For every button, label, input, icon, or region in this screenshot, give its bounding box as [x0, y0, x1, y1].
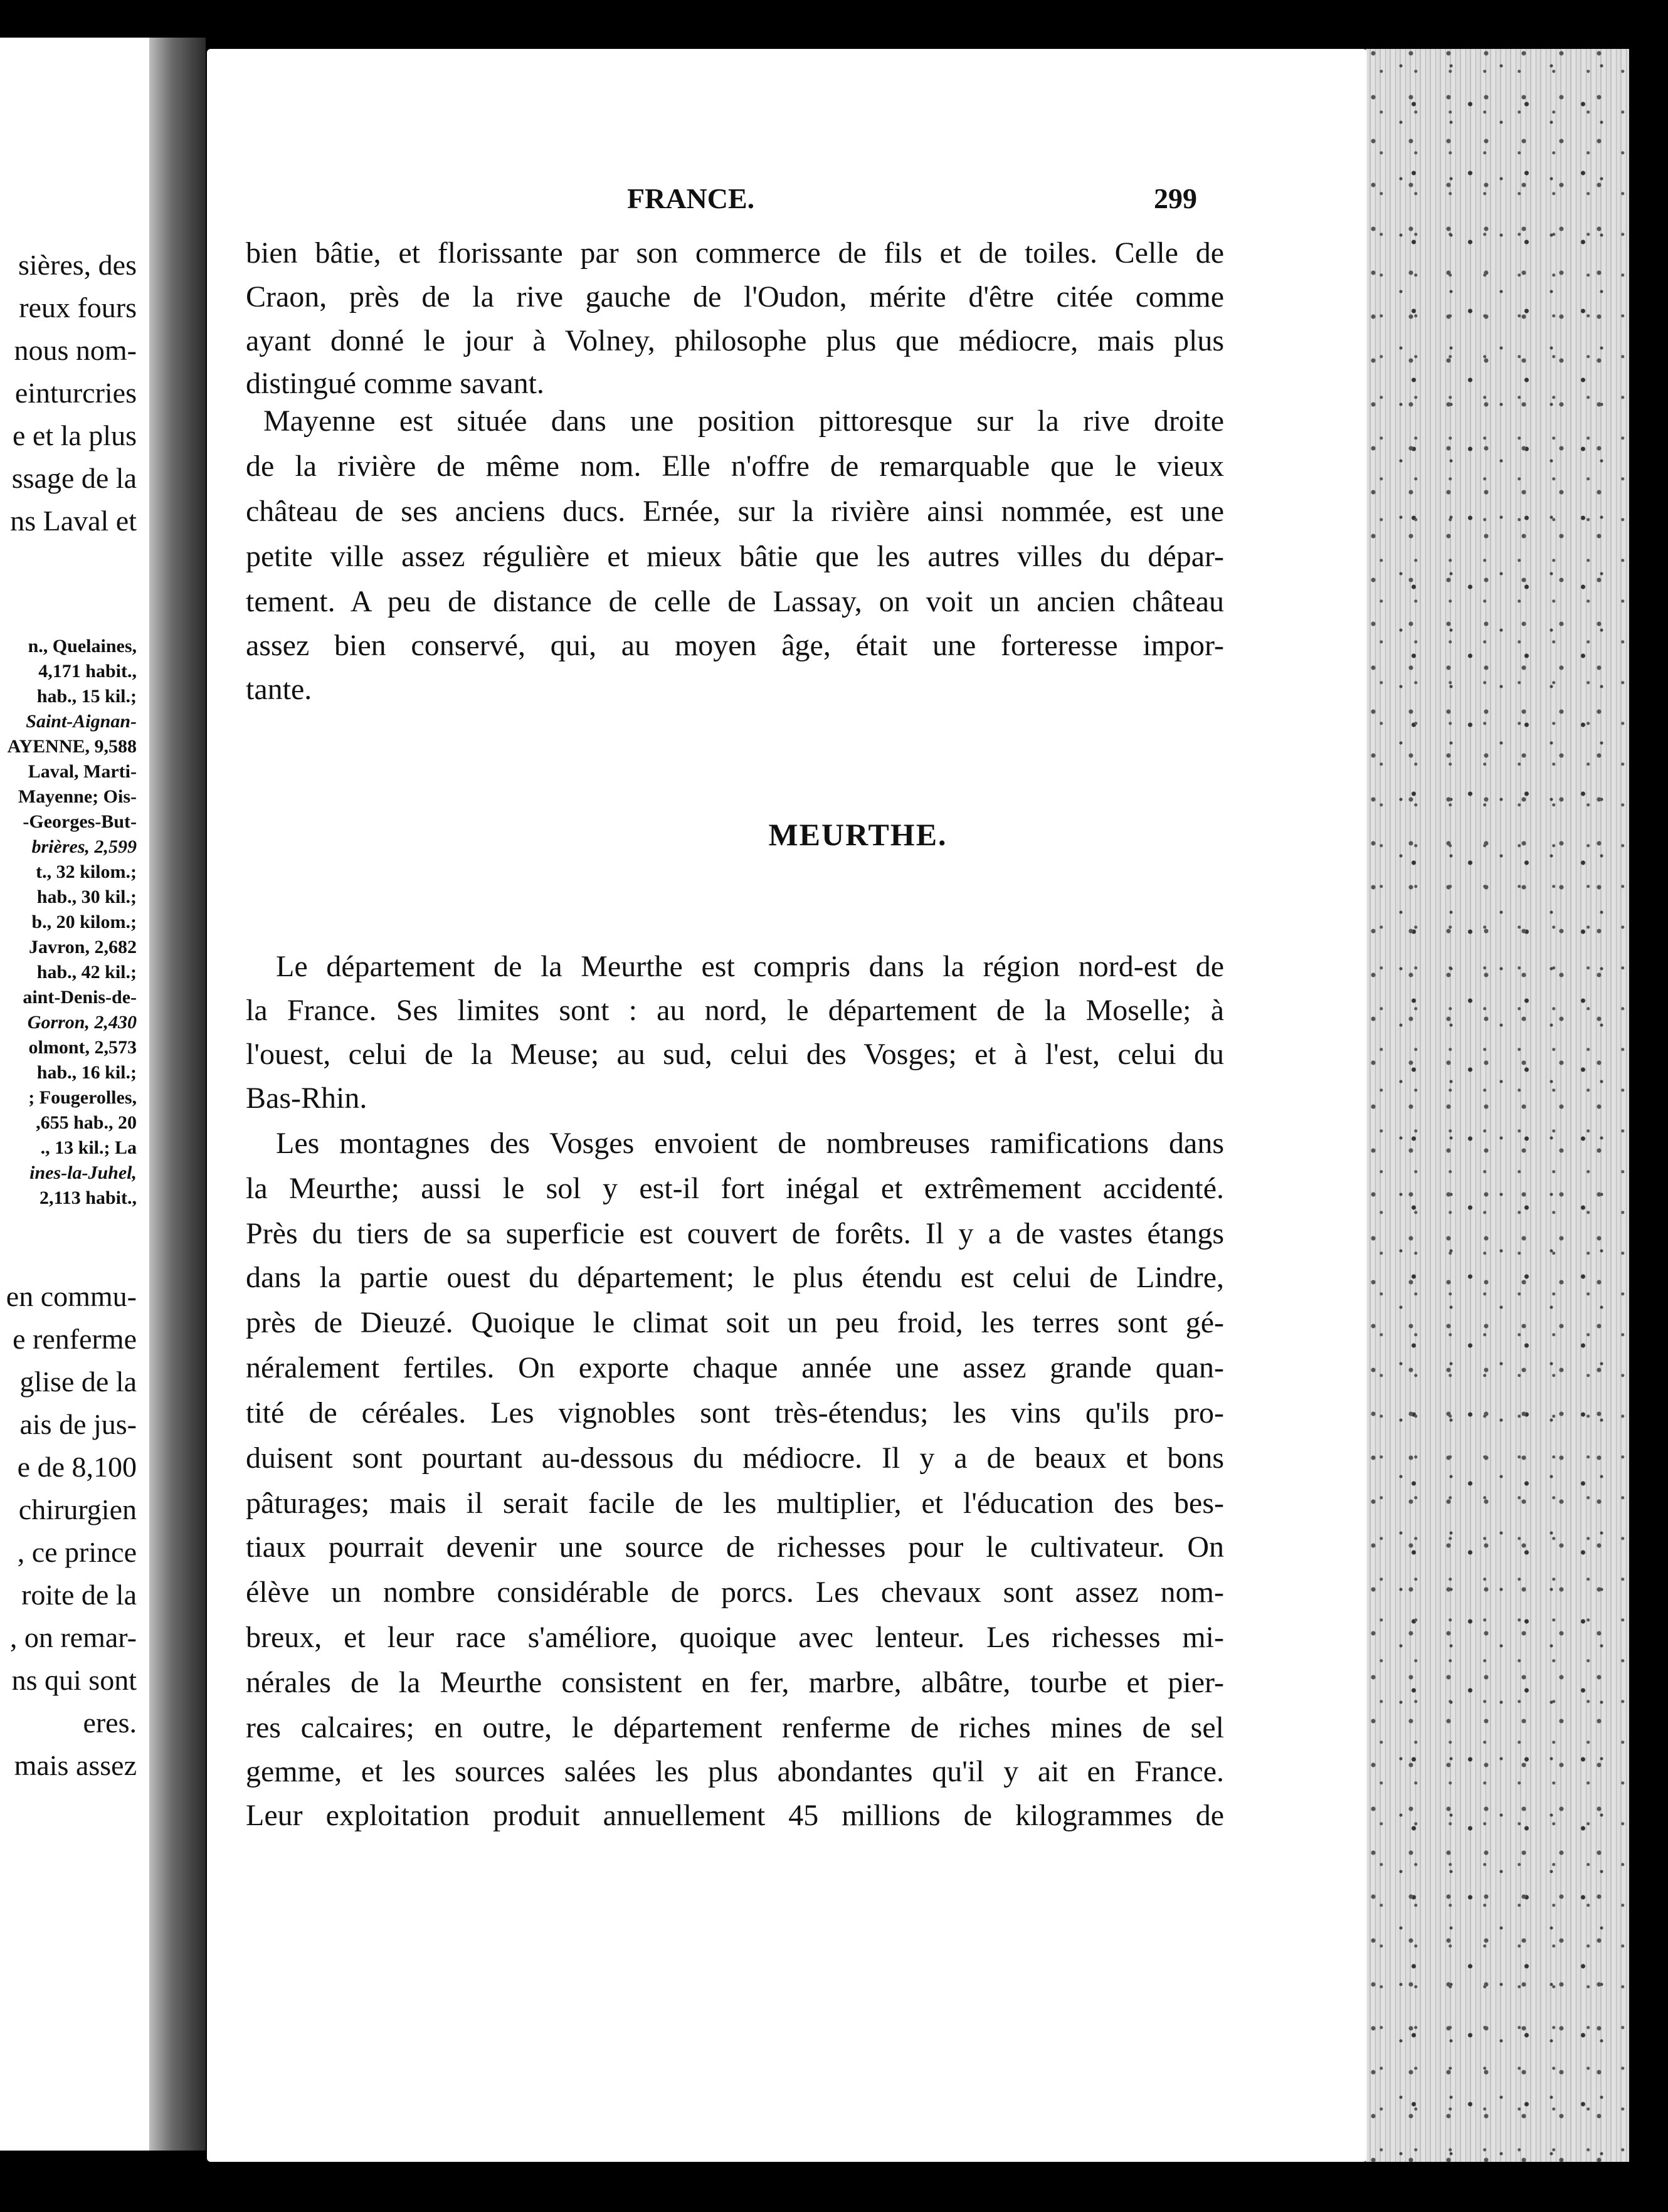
- text-line: pâturages; mais il serait facile de les multiplier, et l'éducation des bes-: [246, 1487, 1224, 1520]
- left-small-line: ., 13 kil.; La: [40, 1137, 137, 1158]
- left-line: chirurgien: [18, 1493, 137, 1525]
- left-small-line: Gorron, 2,430: [27, 1012, 137, 1033]
- text-line: néralement fertiles. On exporte chaque année une assez grande quan-: [246, 1351, 1224, 1384]
- page-number: 299: [1154, 182, 1197, 214]
- left-small-line: Laval, Marti-: [28, 761, 137, 782]
- left-line: sières, des: [18, 249, 137, 281]
- text-line: tité de céréales. Les vignobles sont très-étendus; les vins qu'ils pro-: [246, 1396, 1224, 1430]
- left-line: e renferme: [13, 1323, 137, 1355]
- text-line: assez bien conservé, qui, au moyen âge, était une forteresse impor-: [246, 629, 1224, 662]
- left-line: e de 8,100: [17, 1451, 137, 1483]
- left-small-line: Saint-Aignan-: [26, 711, 137, 732]
- text-line: tante.: [246, 673, 312, 706]
- text-line: distingué comme savant.: [246, 367, 544, 400]
- left-line: , ce prince: [17, 1536, 137, 1568]
- page-header: [0, 182, 1668, 219]
- text-line: château de ses anciens ducs. Ernée, sur la rivière ainsi nommée, est une: [246, 495, 1224, 528]
- book-gutter: [149, 38, 206, 2151]
- text-line: Les montagnes des Vosges envoient de nombreuses ramifications dans: [276, 1127, 1224, 1160]
- text-line: ayant donné le jour à Volney, philosophe plus que médiocre, mais plus: [246, 324, 1224, 357]
- left-small-line: olmont, 2,573: [28, 1037, 137, 1058]
- left-line: , on remar-: [9, 1621, 137, 1653]
- text-line: tement. A peu de distance de celle de Lassay, on voit un ancien château: [246, 585, 1224, 618]
- left-line: nous nom-: [14, 334, 137, 366]
- left-small-line: AYENNE, 9,588: [7, 736, 137, 757]
- text-line: res calcaires; en outre, le département renferme de riches mines de sel: [246, 1711, 1224, 1744]
- text-line: petite ville assez régulière et mieux bâtie que les autres villes du dépar-: [246, 540, 1224, 573]
- text-line: dans la partie ouest du département; le plus étendu est celui de Lindre,: [246, 1261, 1224, 1294]
- text-line: la Meurthe; aussi le sol y est-il fort inégal et extrêmement accidenté.: [246, 1172, 1224, 1205]
- running-title: FRANCE.: [627, 182, 755, 214]
- text-line: la France. Ses limites sont : au nord, le département de la Moselle; à: [246, 994, 1224, 1027]
- left-line: en commu-: [6, 1280, 137, 1312]
- left-line: e et la plus: [13, 419, 137, 451]
- left-small-line: hab., 15 kil.;: [36, 686, 137, 707]
- text-line: près de Dieuzé. Quoique le climat soit un peu froid, les terres sont gé-: [246, 1306, 1224, 1339]
- left-small-line: brières, 2,599: [31, 836, 137, 857]
- left-small-line: Javron, 2,682: [29, 937, 137, 957]
- left-line: ssage de la: [11, 462, 137, 494]
- left-small-line: ines-la-Juhel,: [29, 1162, 137, 1183]
- left-small-line: t., 32 kilom.;: [36, 861, 137, 882]
- text-line: duisent sont pourtant au-dessous du médiocre. Il y a de beaux et bons: [246, 1441, 1224, 1475]
- left-line: reux fours: [19, 292, 137, 324]
- left-small-line: hab., 16 kil.;: [36, 1062, 137, 1083]
- text-line: breux, et leur race s'améliore, quoique avec lenteur. Les richesses mi-: [246, 1621, 1224, 1654]
- text-line: élève un nombre considérable de porcs. Les chevaux sont assez nom-: [246, 1576, 1224, 1609]
- left-small-line: aint-Denis-de-: [23, 987, 137, 1008]
- text-line: Leur exploitation produit annuellement 45 millions de kilogrammes de: [246, 1799, 1224, 1832]
- left-small-line: hab., 42 kil.;: [36, 962, 137, 982]
- left-small-line: ; Fougerolles,: [28, 1087, 137, 1108]
- page-edge-speckle: [1366, 49, 1629, 2162]
- left-small-line: n., Quelaines,: [28, 636, 137, 656]
- left-line: mais assez: [14, 1749, 137, 1781]
- left-line: ns qui sont: [11, 1664, 137, 1696]
- left-line: ais de jus-: [19, 1408, 137, 1440]
- text-line: Craon, près de la rive gauche de l'Oudon, mérite d'être citée comme: [246, 280, 1224, 313]
- text-line: de la rivière de même nom. Elle n'offre de remarquable que le vieux: [246, 450, 1224, 483]
- left-small-line: Mayenne; Ois-: [18, 786, 137, 807]
- text-line: l'ouest, celui de la Meuse; au sud, celui des Vosges; et à l'est, celui du: [246, 1038, 1224, 1071]
- section-heading-text: MEURTHE.: [768, 817, 947, 852]
- text-line: Le département de la Meurthe est compris dans la région nord-est de: [276, 950, 1224, 983]
- left-small-line: ,655 hab., 20: [36, 1112, 137, 1133]
- left-page-fragment: [0, 38, 149, 2151]
- text-line: Près du tiers de sa superficie est couvert de forêts. Il y a de vastes étangs: [246, 1217, 1224, 1250]
- text-line: Bas-Rhin.: [246, 1082, 367, 1115]
- left-small-line: -Georges-But-: [23, 811, 137, 832]
- text-line: gemme, et les sources salées les plus abondantes qu'il y ait en France.: [246, 1755, 1224, 1788]
- left-line: ns Laval et: [10, 505, 137, 537]
- left-small-line: 4,171 habit.,: [38, 661, 137, 682]
- left-small-line: 2,113 habit.,: [39, 1188, 137, 1208]
- text-line: tiaux pourrait devenir une source de richesses pour le cultivateur. On: [246, 1530, 1224, 1564]
- left-line: einturcries: [14, 377, 137, 409]
- left-line: eres.: [83, 1707, 137, 1739]
- left-line: roite de la: [21, 1579, 137, 1611]
- section-heading: [0, 816, 1668, 853]
- text-line: nérales de la Meurthe consistent en fer, marbre, albâtre, tourbe et pier-: [246, 1666, 1224, 1699]
- left-line: glise de la: [19, 1366, 137, 1398]
- text-line: Mayenne est située dans une position pittoresque sur la rive droite: [263, 404, 1224, 438]
- left-small-line: hab., 30 kil.;: [36, 887, 137, 907]
- left-small-line: b., 20 kilom.;: [31, 912, 137, 932]
- text-line: bien bâtie, et florissante par son commerce de fils et de toiles. Celle de: [246, 236, 1224, 270]
